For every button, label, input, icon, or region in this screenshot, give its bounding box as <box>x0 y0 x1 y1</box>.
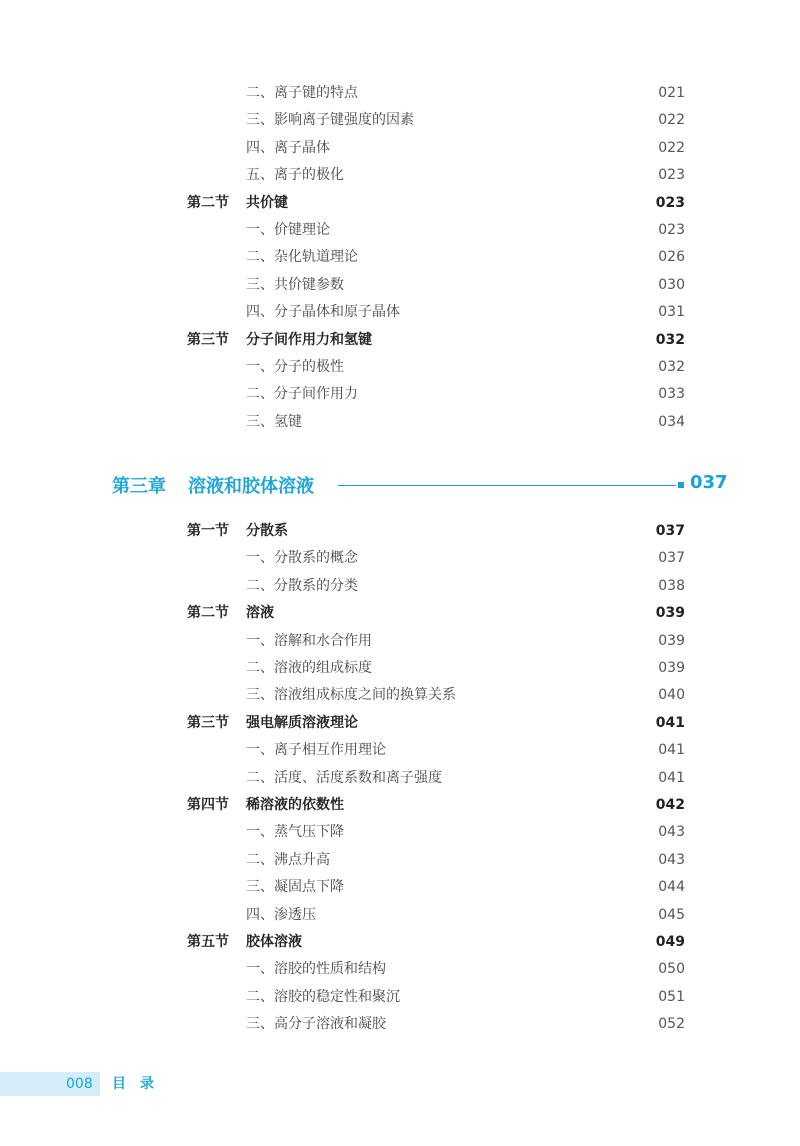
toc-item-row[interactable] <box>0 108 800 132</box>
toc-section-row[interactable] <box>0 328 800 352</box>
item-title: 四、离子晶体 <box>246 139 330 156</box>
section-label: 第二节 <box>187 194 229 211</box>
chapter-marker-icon <box>678 482 684 488</box>
page-number: 038 <box>658 577 685 594</box>
page-number: 039 <box>655 605 685 622</box>
item-title: 五、离子的极化 <box>246 167 344 184</box>
toc-item-row[interactable] <box>0 875 800 899</box>
page-number: 022 <box>658 112 685 129</box>
page-number: 041 <box>658 742 685 759</box>
page-number: 033 <box>658 386 685 403</box>
page-number: 049 <box>655 934 685 950</box>
section-title: 分散系 <box>246 523 288 539</box>
section-label: 第二节 <box>187 605 229 622</box>
item-title: 三、凝固点下降 <box>246 879 344 896</box>
toc-item-row[interactable] <box>0 546 800 570</box>
page-number: 032 <box>658 359 685 375</box>
page-number: 026 <box>658 249 685 266</box>
item-title: 四、分子晶体和原子晶体 <box>246 304 400 321</box>
item-title: 三、溶液组成标度之间的换算关系 <box>246 687 456 704</box>
chapter-heading[interactable] <box>0 470 800 502</box>
item-title: 二、溶液的组成标度 <box>246 660 372 676</box>
chapter-label: 第三章 <box>112 476 166 497</box>
toc-item-row[interactable] <box>0 957 800 981</box>
page-number: 022 <box>658 139 685 156</box>
page-number: 032 <box>655 331 685 348</box>
item-title: 三、影响离子键强度的因素 <box>246 112 414 129</box>
toc-item-row[interactable] <box>0 820 800 844</box>
section-title: 共价键 <box>246 194 288 211</box>
section-title: 稀溶液的依数性 <box>246 797 344 813</box>
section-label: 第五节 <box>187 934 229 950</box>
chapter-rule <box>338 485 676 486</box>
item-title: 三、高分子溶液和凝胶 <box>246 1016 386 1033</box>
page-number: 043 <box>658 824 685 841</box>
toc-item-row[interactable] <box>0 300 800 324</box>
item-title: 三、共价键参数 <box>246 276 344 293</box>
toc-item-row[interactable] <box>0 81 800 105</box>
toc-section-row[interactable] <box>0 519 800 543</box>
page-number: 037 <box>658 550 685 567</box>
toc-section-row[interactable] <box>0 793 800 817</box>
toc-item-row[interactable] <box>0 218 800 242</box>
toc-section-row[interactable] <box>0 601 800 625</box>
section-label: 第四节 <box>187 797 229 813</box>
section-title: 分子间作用力和氢键 <box>246 331 372 348</box>
toc-item-row[interactable] <box>0 382 800 406</box>
page-number: 030 <box>658 276 685 293</box>
page-number: 037 <box>655 523 685 539</box>
toc-item-row[interactable] <box>0 355 800 379</box>
toc-section-row[interactable] <box>0 930 800 954</box>
section-label: 第三节 <box>187 331 229 348</box>
toc-item-row[interactable] <box>0 273 800 297</box>
item-title: 三、氢键 <box>246 413 302 430</box>
item-title: 一、溶解和水合作用 <box>246 632 372 649</box>
page-number: 039 <box>658 660 685 676</box>
item-title: 二、杂化轨道理论 <box>246 249 358 266</box>
page-number: 050 <box>658 961 685 978</box>
toc-item-row[interactable] <box>0 410 800 434</box>
page-number: 040 <box>658 687 685 704</box>
footer-page-number: 008 <box>66 1076 93 1092</box>
item-title: 一、分散系的概念 <box>246 550 358 567</box>
item-title: 一、价键理论 <box>246 222 330 238</box>
item-title: 二、分子间作用力 <box>246 386 358 403</box>
section-label: 第一节 <box>187 523 229 539</box>
toc-item-row[interactable] <box>0 656 800 680</box>
toc-item-row[interactable] <box>0 848 800 872</box>
item-title: 二、离子键的特点 <box>246 85 358 101</box>
toc-item-row[interactable] <box>0 738 800 762</box>
page-number: 052 <box>658 1016 685 1033</box>
toc-item-row[interactable] <box>0 629 800 653</box>
section-label: 第三节 <box>187 714 229 731</box>
page-number: 043 <box>658 851 685 868</box>
toc-item-row[interactable] <box>0 1012 800 1036</box>
item-title: 四、渗透压 <box>246 906 316 923</box>
page-number: 023 <box>658 222 685 238</box>
toc-item-row[interactable] <box>0 985 800 1009</box>
page-number: 021 <box>658 85 685 101</box>
page-number: 042 <box>655 797 685 813</box>
item-title: 一、溶胶的性质和结构 <box>246 961 386 978</box>
item-title: 二、沸点升高 <box>246 851 330 868</box>
toc-item-row[interactable] <box>0 136 800 160</box>
toc-section-row[interactable] <box>0 711 800 735</box>
footer-label: 目录 <box>112 1076 168 1092</box>
page-number: 023 <box>655 194 685 211</box>
item-title: 一、离子相互作用理论 <box>246 742 386 759</box>
page-number: 039 <box>658 632 685 649</box>
page-number: 041 <box>658 769 685 786</box>
page-number: 051 <box>658 988 685 1005</box>
page-number: 044 <box>658 879 685 896</box>
section-title: 强电解质溶液理论 <box>246 714 358 731</box>
item-title: 二、分散系的分类 <box>246 577 358 594</box>
toc-item-row[interactable] <box>0 574 800 598</box>
toc-item-row[interactable] <box>0 683 800 707</box>
toc-item-row[interactable] <box>0 766 800 790</box>
page-number: 031 <box>658 304 685 321</box>
toc-item-row[interactable] <box>0 903 800 927</box>
toc-item-row[interactable] <box>0 163 800 187</box>
section-title: 溶液 <box>246 605 274 622</box>
page-number: 041 <box>655 714 685 731</box>
chapter-title: 溶液和胶体溶液 <box>188 476 314 497</box>
page-number: 045 <box>658 906 685 923</box>
item-title: 一、蒸气压下降 <box>246 824 344 841</box>
toc-item-row[interactable] <box>0 245 800 269</box>
item-title: 一、分子的极性 <box>246 359 344 375</box>
page-number: 034 <box>658 413 685 430</box>
page-number: 023 <box>658 167 685 184</box>
item-title: 二、活度、活度系数和离子强度 <box>246 769 442 786</box>
toc-section-row[interactable] <box>0 191 800 215</box>
section-title: 胶体溶液 <box>246 934 302 950</box>
chapter-page: 037 <box>690 472 728 493</box>
item-title: 二、溶胶的稳定性和聚沉 <box>246 988 400 1005</box>
